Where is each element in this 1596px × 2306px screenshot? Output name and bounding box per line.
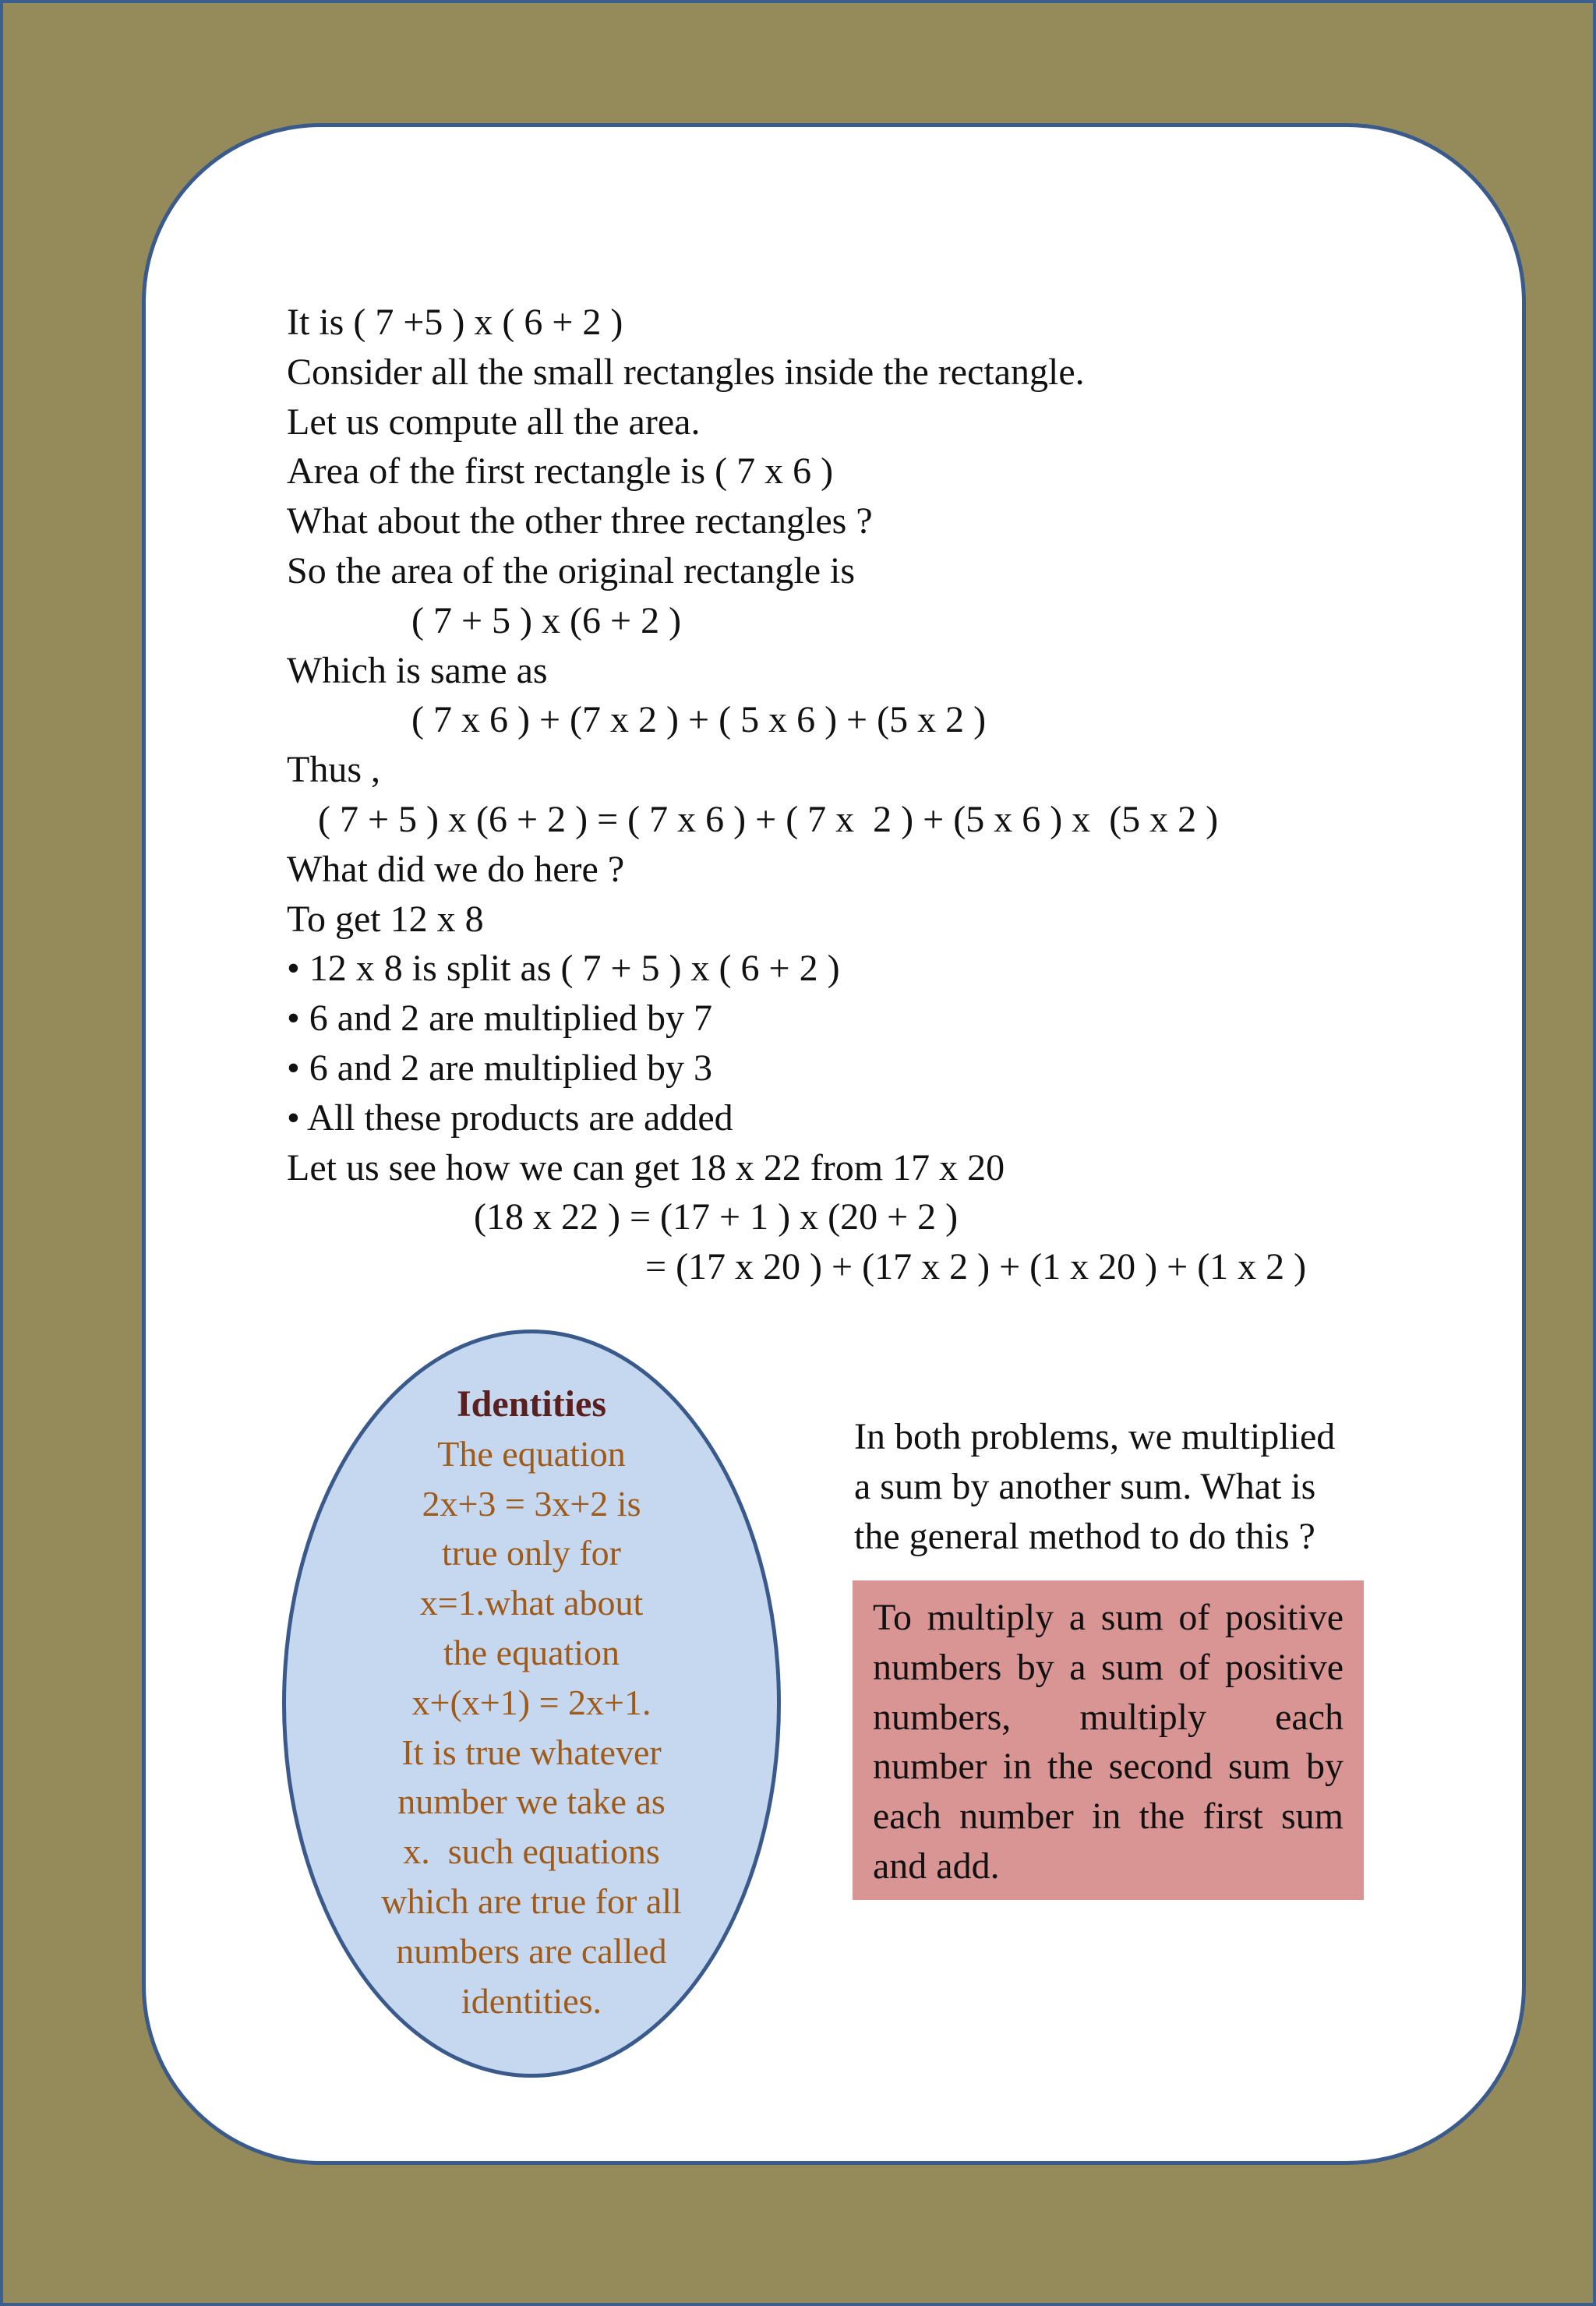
equation-line: ( 7 x 6 ) + (7 x 2 ) + ( 5 x 6 ) + (5 x 2 ) bbox=[411, 699, 987, 741]
equation-line: (18 x 22 ) = (17 + 1 ) x (20 + 2 ) bbox=[474, 1196, 959, 1238]
text-line: Which is same as bbox=[287, 649, 548, 691]
text-line: Area of the first rectangle is ( 7 x 6 ) bbox=[287, 450, 834, 493]
identities-line: true only for bbox=[442, 1533, 621, 1573]
equation-line: ( 7 + 5 ) x (6 + 2 ) bbox=[411, 599, 682, 641]
text-line: Consider all the small rectangles inside the rectangle. bbox=[287, 351, 1085, 393]
text-line: What about the other three rectangles ? bbox=[287, 500, 873, 542]
text-line: Let us compute all the area. bbox=[287, 401, 701, 443]
question-line: In both problems, we multiplied bbox=[854, 1416, 1336, 1457]
identities-body bbox=[282, 1379, 781, 2025]
identities-line bbox=[282, 1379, 781, 1429]
identities-line: the equation bbox=[443, 1632, 620, 1672]
rule-box: To multiply a sum of positive numbers by a sum of positive numbers, multiply each number in the second sum by each number in the first sum and add. bbox=[853, 1580, 1364, 1900]
bullet-item: • All these products are added bbox=[287, 1096, 733, 1139]
identities-line: identities. bbox=[461, 1980, 602, 2021]
text-line: Let us see how we can get 18 x 22 from 17 x 20 bbox=[287, 1146, 1005, 1188]
bullet-item: • 6 and 2 are multiplied by 7 bbox=[287, 998, 713, 1040]
main-text-block bbox=[287, 298, 1456, 1292]
bullet-item: • 6 and 2 are multiplied by 3 bbox=[287, 1047, 713, 1089]
text-line: So the area of the original rectangle is bbox=[287, 549, 856, 592]
identities-line: x+(x+1) = 2x+1. bbox=[411, 1682, 651, 1722]
question-line: a sum by another sum. What is bbox=[854, 1465, 1316, 1507]
text-line: It is ( 7 +5 ) x ( 6 + 2 ) bbox=[287, 302, 623, 343]
identities-line: x. such equations bbox=[403, 1831, 660, 1872]
identities-line: number we take as bbox=[397, 1782, 666, 1822]
identities-title: Identities bbox=[457, 1383, 606, 1425]
identities-line: which are true for all bbox=[381, 1880, 682, 1921]
identities-line: numbers are called bbox=[396, 1930, 667, 1971]
bullet-item: • 12 x 8 is split as ( 7 + 5 ) x ( 6 + 2 ) bbox=[287, 948, 840, 990]
question-line: the general method to do this ? bbox=[854, 1515, 1315, 1557]
identities-line: 2x+3 = 3x+2 is bbox=[422, 1483, 641, 1524]
text-line: Thus , bbox=[287, 749, 380, 791]
question-text-block bbox=[854, 1412, 1493, 1561]
text-line: What did we do here ? bbox=[287, 848, 625, 890]
identities-line: It is true whatever bbox=[401, 1732, 662, 1772]
text-line: To get 12 x 8 bbox=[287, 898, 484, 940]
identities-line: x=1.what about bbox=[419, 1583, 644, 1623]
equation-line: = (17 x 20 ) + (17 x 2 ) + (1 x 20 ) + (1 x 2 ) bbox=[645, 1246, 1307, 1288]
identities-line: The equation bbox=[437, 1433, 626, 1474]
equation-line: ( 7 + 5 ) x (6 + 2 ) = ( 7 x 6 ) + ( 7 x 2 ) + (5 x 6 ) x (5 x 2 ) bbox=[318, 798, 1219, 840]
